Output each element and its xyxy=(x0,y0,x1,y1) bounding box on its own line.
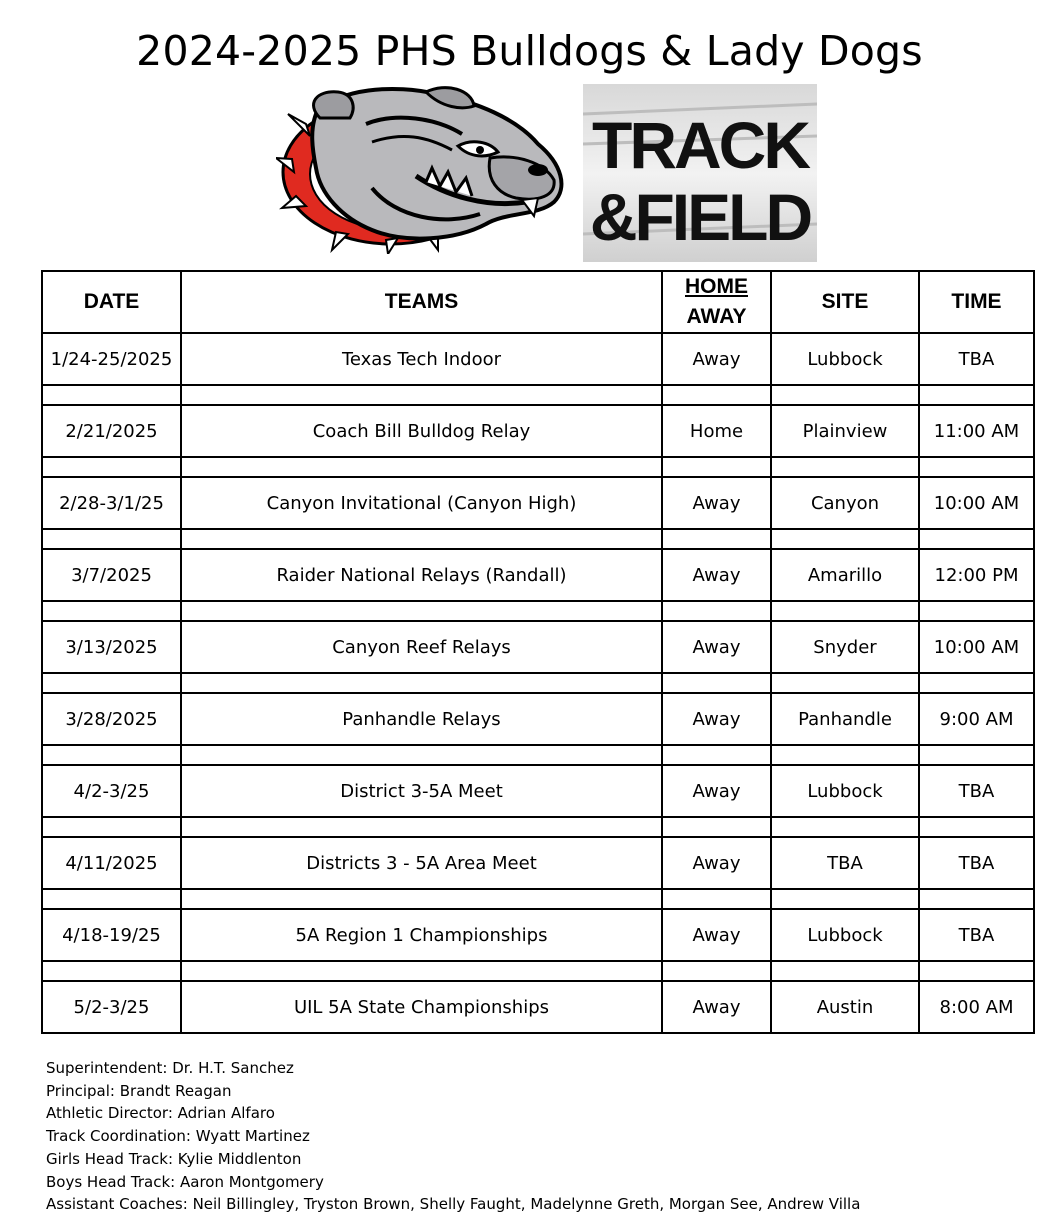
cell-home-away: Away xyxy=(662,621,771,673)
spacer-row xyxy=(42,529,1034,549)
cell-team: Coach Bill Bulldog Relay xyxy=(181,405,662,457)
cell-date: 3/28/2025 xyxy=(42,693,181,745)
cell-time: TBA xyxy=(919,837,1034,889)
spacer-cell xyxy=(181,889,662,909)
cell-home-away: Away xyxy=(662,837,771,889)
cell-team: Districts 3 - 5A Area Meet xyxy=(181,837,662,889)
cell-time: 12:00 PM xyxy=(919,549,1034,601)
spacer-cell xyxy=(662,889,771,909)
cell-home-away: Home xyxy=(662,405,771,457)
spacer-row xyxy=(42,817,1034,837)
spacer-cell xyxy=(919,601,1034,621)
cell-site: Canyon xyxy=(771,477,919,529)
spacer-cell xyxy=(181,961,662,981)
cell-date: 3/7/2025 xyxy=(42,549,181,601)
spacer-cell xyxy=(771,601,919,621)
spacer-cell xyxy=(662,817,771,837)
spacer-cell xyxy=(181,385,662,405)
table-row xyxy=(42,621,1034,673)
table-row xyxy=(42,477,1034,529)
track-logo-word-field: &FIELD xyxy=(589,180,811,254)
spacer-cell xyxy=(42,673,181,693)
staff-line: Superintendent: Dr. H.T. Sanchez xyxy=(46,1059,294,1077)
spacer-cell xyxy=(919,673,1034,693)
spacer-cell xyxy=(771,889,919,909)
spacer-cell xyxy=(181,745,662,765)
schedule-table xyxy=(41,270,1035,1034)
spacer-cell xyxy=(662,673,771,693)
table-row xyxy=(42,405,1034,457)
cell-date: 5/2-3/25 xyxy=(42,981,181,1033)
header-home: HOME xyxy=(685,275,748,298)
cell-time: TBA xyxy=(919,909,1034,961)
spacer-cell xyxy=(919,961,1034,981)
cell-site: Lubbock xyxy=(771,333,919,385)
cell-date: 4/18-19/25 xyxy=(42,909,181,961)
cell-home-away: Away xyxy=(662,981,771,1033)
cell-time: 10:00 AM xyxy=(919,477,1034,529)
cell-date: 1/24-25/2025 xyxy=(42,333,181,385)
cell-team: UIL 5A State Championships xyxy=(181,981,662,1033)
cell-date: 4/2-3/25 xyxy=(42,765,181,817)
spacer-cell xyxy=(919,457,1034,477)
table-row xyxy=(42,693,1034,745)
spacer-cell xyxy=(771,529,919,549)
spacer-row xyxy=(42,601,1034,621)
spacer-row xyxy=(42,673,1034,693)
spacer-cell xyxy=(919,889,1034,909)
staff-line: Track Coordination: Wyatt Martinez xyxy=(46,1127,310,1146)
bulldog-mascot-logo xyxy=(276,84,571,254)
spacer-cell xyxy=(662,745,771,765)
spacer-cell xyxy=(771,745,919,765)
staff-line: Assistant Coaches: Neil Billingley, Tryston Brown, Shelly Faught, Madelynne Greth, Morgan See, Andrew Villa xyxy=(46,1195,861,1214)
spacer-cell xyxy=(662,385,771,405)
spacer-cell xyxy=(919,745,1034,765)
spacer-cell xyxy=(181,817,662,837)
spacer-cell xyxy=(181,673,662,693)
track-logo-word-track: TRACK xyxy=(592,108,808,182)
cell-team: 5A Region 1 Championships xyxy=(181,909,662,961)
table-header-row xyxy=(42,271,1034,333)
cell-site: Lubbock xyxy=(771,909,919,961)
table-row xyxy=(42,549,1034,601)
header-site: SITE xyxy=(771,271,919,333)
cell-time: 8:00 AM xyxy=(919,981,1034,1033)
table-row xyxy=(42,981,1034,1033)
staff-line: Athletic Director: Adrian Alfaro xyxy=(46,1104,275,1123)
spacer-cell xyxy=(771,961,919,981)
spacer-cell xyxy=(919,817,1034,837)
header-away: AWAY xyxy=(686,305,747,328)
spacer-cell xyxy=(42,745,181,765)
cell-team: Canyon Invitational (Canyon High) xyxy=(181,477,662,529)
cell-site: Snyder xyxy=(771,621,919,673)
spacer-cell xyxy=(771,385,919,405)
spacer-cell xyxy=(662,961,771,981)
cell-home-away: Away xyxy=(662,693,771,745)
track-and-field-logo xyxy=(583,84,817,264)
header-time: TIME xyxy=(919,271,1034,333)
cell-home-away: Away xyxy=(662,477,771,529)
cell-date: 2/28-3/1/25 xyxy=(42,477,181,529)
page-title: 2024-2025 PHS Bulldogs & Lady Dogs xyxy=(136,27,923,75)
spacer-cell xyxy=(42,385,181,405)
spacer-cell xyxy=(919,529,1034,549)
header-home-away xyxy=(662,271,771,333)
cell-team: Raider National Relays (Randall) xyxy=(181,549,662,601)
spacer-cell xyxy=(662,457,771,477)
spacer-cell xyxy=(181,457,662,477)
spacer-cell xyxy=(42,961,181,981)
cell-site: Panhandle xyxy=(771,693,919,745)
spacer-row xyxy=(42,385,1034,405)
staff-line: Principal: Brandt Reagan xyxy=(46,1081,232,1100)
spacer-row xyxy=(42,457,1034,477)
cell-time: 11:00 AM xyxy=(919,405,1034,457)
cell-site: Lubbock xyxy=(771,765,919,817)
table-row xyxy=(42,333,1034,385)
header-teams: TEAMS xyxy=(181,271,662,333)
cell-site: TBA xyxy=(771,837,919,889)
table-row xyxy=(42,765,1034,817)
cell-home-away: Away xyxy=(662,333,771,385)
cell-team: Canyon Reef Relays xyxy=(181,621,662,673)
staff-list xyxy=(46,1057,1046,1216)
cell-home-away: Away xyxy=(662,549,771,601)
spacer-cell xyxy=(42,457,181,477)
table-row xyxy=(42,837,1034,889)
spacer-row xyxy=(42,745,1034,765)
spacer-cell xyxy=(662,529,771,549)
spacer-cell xyxy=(42,529,181,549)
staff-line: Girls Head Track: Kylie Middlenton xyxy=(46,1149,302,1168)
cell-date: 2/21/2025 xyxy=(42,405,181,457)
header-date: DATE xyxy=(42,271,181,333)
spacer-cell xyxy=(919,385,1034,405)
cell-site: Plainview xyxy=(771,405,919,457)
cell-time: 10:00 AM xyxy=(919,621,1034,673)
cell-time: TBA xyxy=(919,333,1034,385)
cell-team: Panhandle Relays xyxy=(181,693,662,745)
spacer-cell xyxy=(771,673,919,693)
cell-site: Austin xyxy=(771,981,919,1033)
cell-team: District 3-5A Meet xyxy=(181,765,662,817)
spacer-row xyxy=(42,961,1034,981)
spacer-cell xyxy=(42,601,181,621)
spacer-cell xyxy=(662,601,771,621)
staff-line: Boys Head Track: Aaron Montgomery xyxy=(46,1172,324,1191)
table-row xyxy=(42,909,1034,961)
cell-date: 4/11/2025 xyxy=(42,837,181,889)
spacer-cell xyxy=(181,529,662,549)
cell-site: Amarillo xyxy=(771,549,919,601)
spacer-cell xyxy=(42,817,181,837)
cell-home-away: Away xyxy=(662,909,771,961)
cell-home-away: Away xyxy=(662,765,771,817)
spacer-row xyxy=(42,889,1034,909)
cell-time: TBA xyxy=(919,765,1034,817)
cell-date: 3/13/2025 xyxy=(42,621,181,673)
cell-team: Texas Tech Indoor xyxy=(181,333,662,385)
spacer-cell xyxy=(42,889,181,909)
spacer-cell xyxy=(771,817,919,837)
schedule-body xyxy=(42,333,1034,1033)
cell-time: 9:00 AM xyxy=(919,693,1034,745)
spacer-cell xyxy=(181,601,662,621)
spacer-cell xyxy=(771,457,919,477)
